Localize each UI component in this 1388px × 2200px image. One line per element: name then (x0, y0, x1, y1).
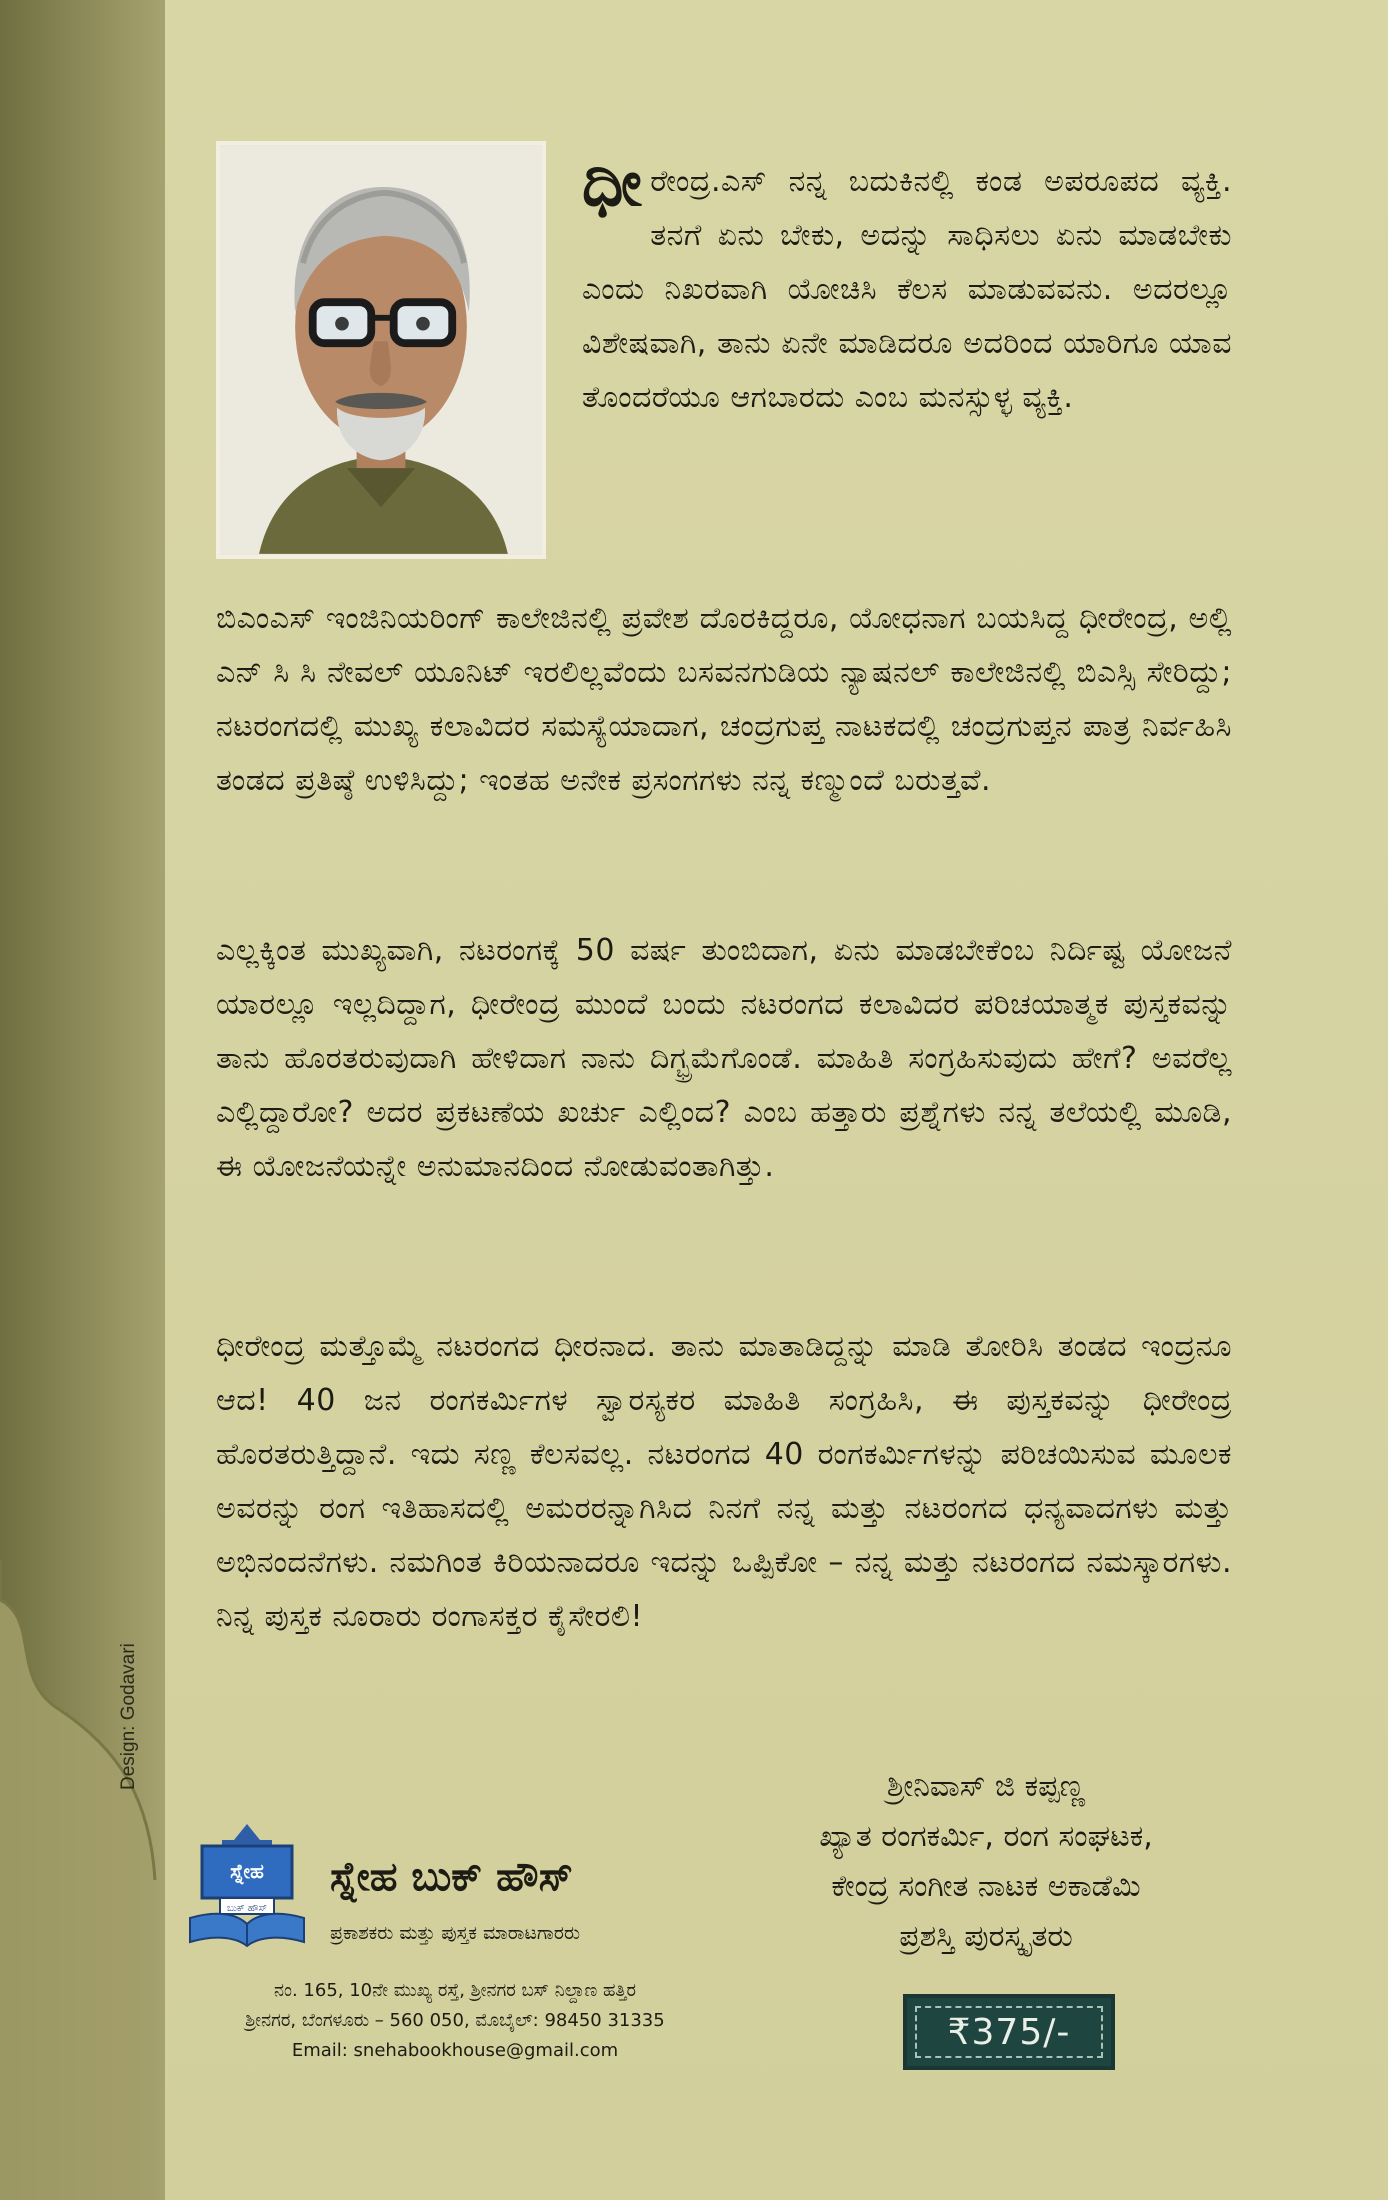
drop-cap: ಧೀ (582, 147, 643, 221)
address-line-2: ಶ್ರೀನಗರ, ಬೆಂಗಳೂರು – 560 050, ಮೊಬೈಲ್: 98450 31335 (245, 2010, 665, 2031)
intro-text: ರೇಂದ್ರ.ಎಸ್ ನನ್ನ ಬದುಕಿನಲ್ಲಿ ಕಂಡ ಅಪರೂಪದ ವ್ಯಕ್ತಿ. ತನಗೆ ಏನು ಬೇಕು, ಅದನ್ನು ಸಾಧಿಸಲು ಏನು ಮಾಡಬೇಕು ಎಂದು ನಿಖರವಾಗಿ ಯೋಚಿಸಿ ಕೆಲಸ ಮಾಡುವವನು. ಅದರಲ್ಲೂ ವಿಶೇಷವಾಗಿ, ತಾನು ಏನೇ ಮಾಡಿದರೂ ಅದರಿಂದ ಯಾರಿಗೂ ಯಾವ ತೊಂದರೆಯೂ ಆಗಬಾರದು ಎಂಬ ಮನಸ್ಸುಳ್ಳ ವ್ಯಕ್ತಿ. (582, 164, 1232, 415)
designer-credit: Design: Godavari (118, 1643, 139, 1790)
price-badge (903, 1994, 1115, 2070)
publisher-tagline: ಪ್ರಕಾಶಕರು ಮತ್ತು ಪುಸ್ತಕ ಮಾರಾಟಗಾರರು (330, 1922, 581, 1944)
body-paragraph-1: ಬಿಎಂಎಸ್ ಇಂಜಿನಿಯರಿಂಗ್ ಕಾಲೇಜಿನಲ್ಲಿ ಪ್ರವೇಶ ದೊರಕಿದ್ದರೂ, ಯೋಧನಾಗ ಬಯಸಿದ್ದ ಧೀರೇಂದ್ರ, ಅಲ್ಲಿ ಎನ್ ಸಿ ಸಿ ನೇವಲ್ ಯೂನಿಟ್ ಇರಲಿಲ್ಲವೆಂದು ಬಸವನಗುಡಿಯ ನ್ಯಾಷನಲ್ ಕಾಲೇಜಿನಲ್ಲಿ ಬಿಎಸ್ಸಿ ಸೇರಿದ್ದು; ನಟರಂಗದಲ್ಲಿ ಮುಖ್ಯ ಕಲಾವಿದರ ಸಮಸ್ಯೆಯಾದಾಗ, ಚಂದ್ರಗುಪ್ತ ನಾಟಕದಲ್ಲಿ ಚಂದ್ರಗುಪ್ತನ ಪಾತ್ರ ನಿರ್ವಹಿಸಿ ತಂಡದ ಪ್ರತಿಷ್ಠೆ ಉಳಿಸಿದ್ದು; ಇಂತಹ ಅನೇಕ ಪ್ರಸಂಗಗಳು ನನ್ನ ಕಣ್ಮುಂದೆ ಬರುತ್ತವೆ. (216, 601, 1232, 798)
logo-text-bottom: ಬುಕ್ ಹೌಸ್ (226, 1903, 268, 1914)
body-paragraph-3: ಧೀರೇಂದ್ರ ಮತ್ತೊಮ್ಮೆ ನಟರಂಗದ ಧೀರನಾದ. ತಾನು ಮಾತಾಡಿದ್ದನ್ನು ಮಾಡಿ ತೋರಿಸಿ ತಂಡದ ಇಂದ್ರನೂ ಆದ! 40 ಜನ ರಂಗಕರ್ಮಿಗಳ ಸ್ವಾರಸ್ಯಕರ ಮಾಹಿತಿ ಸಂಗ್ರಹಿಸಿ, ಈ ಪುಸ್ತಕವನ್ನು ಧೀರೇಂದ್ರ ಹೊರತರುತ್ತಿದ್ದಾನೆ. ಇದು ಸಣ್ಣ ಕೆಲಸವಲ್ಲ. ನಟರಂಗದ 40 ರಂಗಕರ್ಮಿಗಳನ್ನು ಪರಿಚಯಿಸುವ ಮೂಲಕ ಅವರನ್ನು ರಂಗ ಇತಿಹಾಸದಲ್ಲಿ ಅಮರರನ್ನಾಗಿಸಿದ ನಿನಗೆ ನನ್ನ ಮತ್ತು ನಟರಂಗದ ಧನ್ಯವಾದಗಳು ಮತ್ತು ಅಭಿನಂದನೆಗಳು. ನಮಗಿಂತ ಕಿರಿಯನಾದರೂ ಇದನ್ನು ಒಪ್ಪಿಕೋ – ನನ್ನ ಮತ್ತು ನಟರಂಗದ ನಮಸ್ಕಾರಗಳು. ನಿನ್ನ ಪುಸ್ತಕ ನೂರಾರು ರಂಗಾಸಕ್ತರ ಕೈಸೇರಲಿ! (216, 1329, 1232, 1634)
logo-text-top: ಸ್ನೇಹ (230, 1859, 264, 1883)
publisher-name: ಸ್ನೇಹ ಬುಕ್ ಹೌಸ್ (330, 1854, 573, 1900)
author-photo (216, 141, 546, 559)
portrait-illustration (220, 145, 542, 555)
signature-title-3: ಪ್ರಶಸ್ತಿ ಪುರಸ್ಕೃತರು (899, 1919, 1073, 1954)
signature-title-2: ಕೇಂದ್ರ ಸಂಗೀತ ನಾಟಕ ಅಕಾಡೆಮಿ (831, 1869, 1141, 1904)
intro-paragraph (582, 147, 1232, 425)
body-paragraph-2: ಎಲ್ಲಕ್ಕಿಂತ ಮುಖ್ಯವಾಗಿ, ನಟರಂಗಕ್ಕೆ 50 ವರ್ಷ ತುಂಬಿದಾಗ, ಏನು ಮಾಡಬೇಕೆಂಬ ನಿರ್ದಿಷ್ಟ ಯೋಜನೆ ಯಾರಲ್ಲೂ ಇಲ್ಲದಿದ್ದಾಗ, ಧೀರೇಂದ್ರ ಮುಂದೆ ಬಂದು ನಟರಂಗದ ಕಲಾವಿದರ ಪರಿಚಯಾತ್ಮಕ ಪುಸ್ತಕವನ್ನು ತಾನು ಹೊರತರುವುದಾಗಿ ಹೇಳಿದಾಗ ನಾನು ದಿಗ್ಭ್ರಮೆಗೊಂಡೆ. ಮಾಹಿತಿ ಸಂಗ್ರಹಿಸುವುದು ಹೇಗೆ? ಅವರೆಲ್ಲ ಎಲ್ಲಿದ್ದಾರೋ? ಅದರ ಪ್ರಕಟಣೆಯ ಖರ್ಚು ಎಲ್ಲಿಂದ? ಎಂಬ ಹತ್ತಾರು ಪ್ರಶ್ನೆಗಳು ನನ್ನ ತಲೆಯಲ್ಲಿ ಮೂಡಿ, ಈ ಯೋಜನೆಯನ್ನೇ ಅನುಮಾನದಿಂದ ನೋಡುವಂತಾಗಿತ್ತು. (216, 933, 1232, 1184)
price-label: ₹375/- (947, 2011, 1071, 2053)
publisher-email: Email: snehabookhouse@gmail.com (291, 2040, 619, 2061)
address-line-1: ನಂ. 165, 10ನೇ ಮುಖ್ಯ ರಸ್ತೆ, ಶ್ರೀನಗರ ಬಸ್ ನಿಲ್ದಾಣ ಹತ್ತಿರ (273, 1980, 637, 2001)
signature-name: ಶ್ರೀನಿವಾಸ್ ಜಿ ಕಪ್ಪಣ್ಣ (886, 1769, 1086, 1804)
publisher-address (190, 1976, 720, 2066)
publisher-logo-icon (182, 1818, 312, 1948)
signature-title-1: ಖ್ಯಾತ ರಂಗಕರ್ಮಿ, ರಂಗ ಸಂಘಟಕ, (819, 1819, 1153, 1854)
signature-block (740, 1762, 1232, 1962)
